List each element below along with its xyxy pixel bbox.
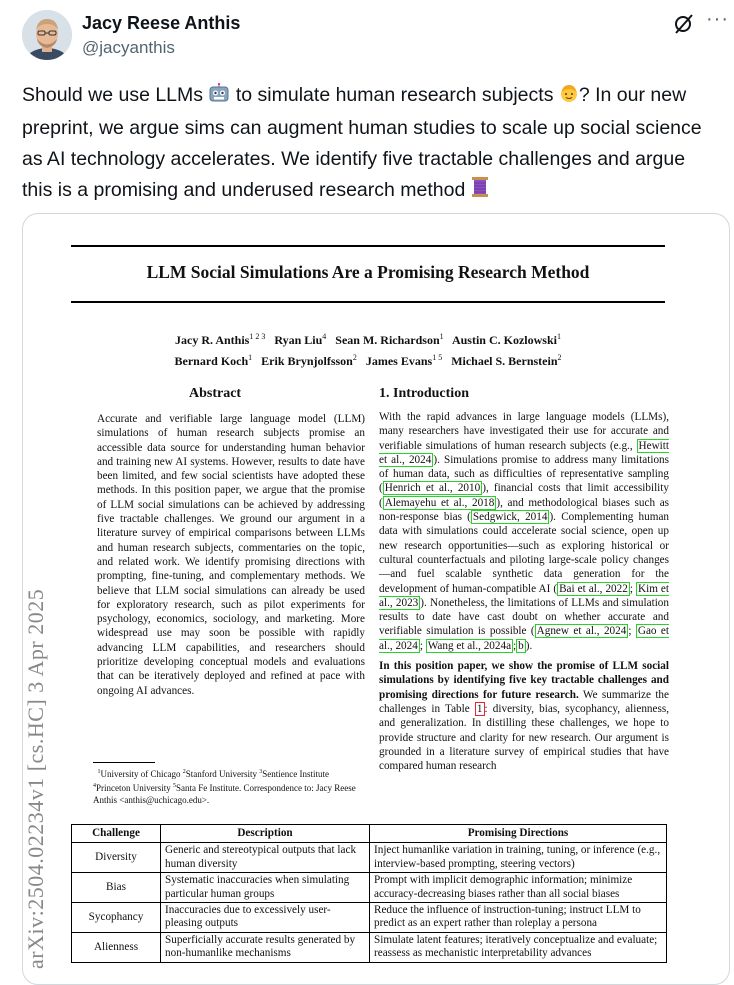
challenge-cell: Diversity xyxy=(72,843,161,873)
citation-link[interactable]: Bai et al., 2022 xyxy=(559,582,628,595)
author-name[interactable]: Jacy Reese Anthis xyxy=(82,13,241,33)
introduction-heading: 1. Introduction xyxy=(379,386,469,401)
citation-link[interactable]: Gao et al., 2024 xyxy=(379,625,669,652)
grok-icon[interactable] xyxy=(672,12,696,36)
arxiv-identifier: arXiv:2504.02234v1 [cs.HC] 3 Apr 2025 xyxy=(23,588,48,969)
table-row xyxy=(72,873,667,903)
abstract-text: Accurate and verifiable large language model (LLM) simulations of human research subjects promise an accessible data source for understanding human behavior and training new AI systems. However, results to date have been limited, and few social scientists have adopted these methods. In this position paper, we argue that the promise of LLM social simulations can be achieved by addressing five tractable challenges. We ground our argument in a literature survey of empirical comparisons between LLMs and human research subjects, commentaries on the topic, and related work. We identify promising directions with prompting, fine-tuning, and complementary methods. We believe that LLM social simulations can already be used for exploratory research, such as pilot experiments for psychology, economics, sociology, and marketing. More widespread use may soon be possible with rapidly advancing LLM capabilities, and researchers should prioritize developing conceptual models and evaluations that can be iteratively deployed and refined at pace with ongoing AI advances. xyxy=(97,413,365,697)
description-cell: Superficially accurate results generated by non-humanlike mechanisms xyxy=(161,932,370,962)
citation-link[interactable]: Henrich et al., 2010 xyxy=(384,482,481,495)
paper-authors: Jacy R. Anthis$^{1 2 3}$ Ryan Liu$^4$ Sean M. Richardson$^1$ Austin C. Kozlowski$^1$ Bernard Koch$^1$ Erik Brynjolfsson$^2$ James Evans$^{1 5}$ Michael S. Bernstein$^2$ xyxy=(174,332,562,368)
citation-link[interactable]: b xyxy=(518,639,524,652)
thread-spool-emoji xyxy=(471,176,489,208)
robot-face-emoji xyxy=(208,82,230,113)
table-header: Promising Directions xyxy=(370,825,667,843)
paper-page xyxy=(23,214,729,984)
challenge-cell: Bias xyxy=(72,873,161,903)
citation-link[interactable]: Hewitt et al., 2024 xyxy=(379,439,669,466)
directions-cell: Prompt with implicit demographic information; minimize accuracy-decreasing biases rather than all social biases xyxy=(370,873,667,903)
table-reference-link[interactable]: 1 xyxy=(476,702,483,715)
title-bottom-rule xyxy=(71,301,665,303)
directions-cell: Inject humanlike variation in training, tuning, or inference (e.g., interview-based prompting, steering vectors) xyxy=(370,843,667,873)
abstract-heading: Abstract xyxy=(189,386,242,401)
table-header: Description xyxy=(161,825,370,843)
table-row xyxy=(72,843,667,873)
footnote-rule xyxy=(93,762,155,763)
citation-link[interactable]: Wang et al., 2024a xyxy=(427,639,512,652)
challenge-cell: Sycophancy xyxy=(72,903,161,933)
citation-link[interactable]: Alemayehu et al., 2018 xyxy=(384,496,495,509)
citation-link[interactable]: Agnew et al., 2024 xyxy=(536,625,627,638)
challenges-table xyxy=(71,824,667,963)
description-cell: Inaccuracies due to excessively user-pleasing outputs xyxy=(161,903,370,933)
paper-title: LLM Social Simulations Are a Promising Research Method xyxy=(146,262,590,282)
description-cell: Generic and stereotypical outputs that lack human diversity xyxy=(161,843,370,873)
author-handle[interactable]: @jacyanthis xyxy=(82,38,175,57)
introduction-text: With the rapid advances in large language models (LLMs), many researchers have investigated their use for accurate and verifiable simulations of human research subjects (e.g., Hewitt et al., 2024 ). Simulations promise to address many limitations of human data, such as difficulties of representative sampling ( Henrich et al., 2010 ), financial costs that limit accessibility ( Alemayehu et al., 2018 ), and methodological biases such as non-response bias ( Sedgwick, 2014 ). Complementing human data with simulations could accelerate social science, open up new research opportunities—such as exploring historical or cultural counterfactuals and piloting large-scale policy changes—and fuel scalable synthetic data generation for the development of human-compatible AI ( Bai et al., 2022 ; Kim et al., 2023 ). Nonetheless, the limitations of LLMs and simulation results to date have cast doubt on whether accurate and verifiable simulation is possible ( Agnew et al., 2024 ; Gao et al., 2024 ; Wang et al., 2024a ; b ). In this position paper, we show the promise of LLM social simulations by identifying five key tractable challenges and promising directions for future research. We summarize the challenges in Table 1 : diversity, bias, sycophancy, alienness, and generalization. In distilling these challenges, we hope to provide structure and clarity for new research. Our argument is grounded in a literature survey of empirical studies that have compared human research xyxy=(379,411,670,773)
directions-cell: Reduce the influence of instruction-tuning; instruct LLM to predict as an expert rather than roleplay a persona xyxy=(370,903,667,933)
affiliations-footnote: $^1$University of Chicago $^2$Stanford University $^3$Sentience Institute $^4$Princeton University $^5$Santa Fe Institute. Correspondence to: Jacy Reese Anthis <anthis@uchicago.edu>. xyxy=(93,769,356,805)
citation-link[interactable]: Sedgwick, 2014 xyxy=(472,511,548,524)
directions-cell: Simulate latent features; iteratively conceptualize and evaluate; reassess as mechanistic interpretability advances xyxy=(370,932,667,962)
person-emoji xyxy=(559,82,579,113)
title-top-rule xyxy=(71,245,665,247)
post-text: Should we use LLMs to simulate human research subjects ? In our new preprint, we argue sims can augment human studies to scale up social science as AI technology accelerates. We identify five tractable challenges and argue this is a promising and underused research method xyxy=(22,80,712,208)
more-options-icon[interactable]: ··· xyxy=(706,8,729,30)
challenge-cell: Alienness xyxy=(72,932,161,962)
post-header xyxy=(0,0,734,75)
table-header: Challenge xyxy=(72,825,161,843)
table-row xyxy=(72,932,667,962)
citation-link[interactable]: Kim et al., 2023 xyxy=(379,582,670,609)
table-header-row xyxy=(72,825,667,843)
avatar[interactable] xyxy=(22,10,72,60)
attached-image-card[interactable] xyxy=(22,213,730,985)
table-row xyxy=(72,903,667,933)
description-cell: Systematic inaccuracies when simulating particular human groups xyxy=(161,873,370,903)
